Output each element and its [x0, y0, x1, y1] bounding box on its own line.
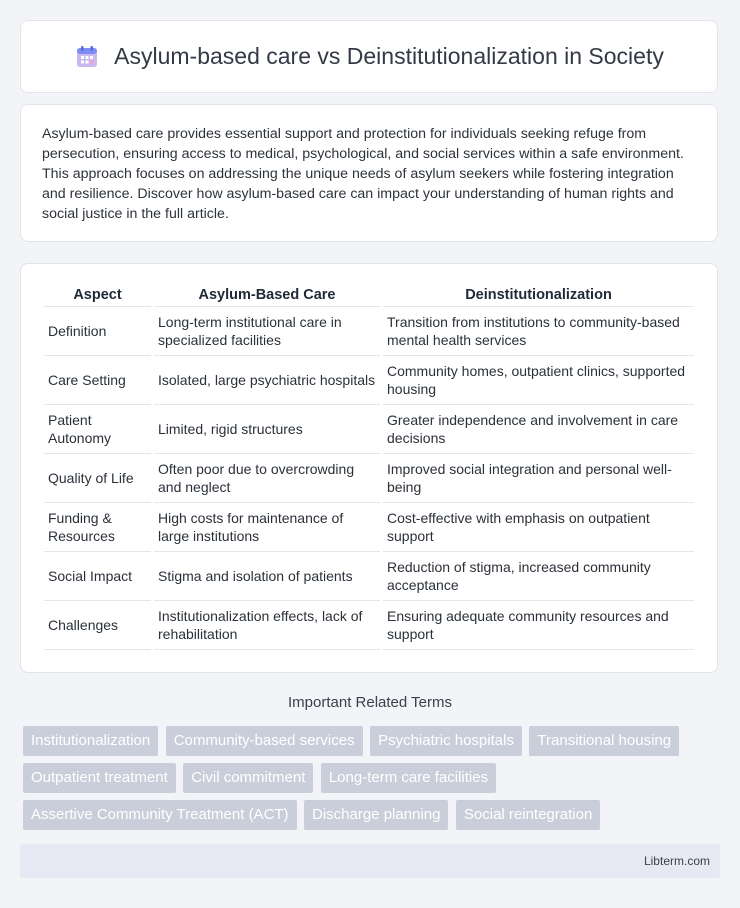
table-row — [44, 601, 694, 650]
row-asylum: Stigma and isolation of patients — [154, 552, 380, 601]
tag-community-based-services[interactable]: Community-based services — [166, 726, 363, 756]
row-aspect: Care Setting — [44, 356, 151, 405]
row-deinst: Greater independence and involvement in care decisions — [383, 405, 694, 454]
row-aspect: Definition — [44, 307, 151, 356]
tag-civil-commitment[interactable]: Civil commitment — [183, 763, 313, 793]
footer — [20, 844, 720, 878]
header-aspect: Aspect — [44, 282, 151, 307]
tag-outpatient-treatment[interactable]: Outpatient treatment — [23, 763, 176, 793]
table-row — [44, 405, 694, 454]
row-aspect: Quality of Life — [44, 454, 151, 503]
related-terms-heading: Important Related Terms — [288, 694, 452, 711]
intro-card — [20, 104, 718, 242]
row-deinst: Ensuring adequate community resources and support — [383, 601, 694, 650]
row-asylum: Often poor due to overcrowding and neglect — [154, 454, 380, 503]
tag-institutionalization[interactable]: Institutionalization — [23, 726, 158, 756]
header-card — [20, 20, 718, 93]
row-deinst: Cost-effective with emphasis on outpatient support — [383, 503, 694, 552]
tag-long-term-care-facilities[interactable]: Long-term care facilities — [321, 763, 496, 793]
row-deinst: Community homes, outpatient clinics, supported housing — [383, 356, 694, 405]
table-row — [44, 503, 694, 552]
row-asylum: Isolated, large psychiatric hospitals — [154, 356, 380, 405]
row-deinst: Transition from institutions to community-based mental health services — [383, 307, 694, 356]
intro-text: Asylum-based care provides essential support and protection for individuals seeking refuge from persecution, ensuring access to medical, psychological, and social services within a safe environment. This approach focuses on addressing the unique needs of asylum seekers while fostering integration and resilience. Discover how asylum-based care can impact your understanding of human rights and social justice in the full article. — [42, 126, 684, 222]
tag-transitional-housing[interactable]: Transitional housing — [529, 726, 679, 756]
tag-discharge-planning[interactable]: Discharge planning — [304, 800, 448, 830]
table-header-row — [44, 282, 694, 307]
header-asylum-based-care: Asylum-Based Care — [154, 282, 380, 307]
row-aspect: Challenges — [44, 601, 151, 650]
tag-assertive-community-treatment[interactable]: Assertive Community Treatment (ACT) — [23, 800, 297, 830]
table-row — [44, 307, 694, 356]
calendar-icon — [74, 44, 100, 70]
tag-psychiatric-hospitals[interactable]: Psychiatric hospitals — [370, 726, 522, 756]
row-deinst: Improved social integration and personal well-being — [383, 454, 694, 503]
comparison-table-card — [20, 263, 718, 673]
row-asylum: High costs for maintenance of large institutions — [154, 503, 380, 552]
row-aspect: Social Impact — [44, 552, 151, 601]
table-row — [44, 454, 694, 503]
comparison-table — [41, 282, 697, 650]
tag-social-reintegration[interactable]: Social reintegration — [456, 800, 600, 830]
row-asylum: Institutionalization effects, lack of rehabilitation — [154, 601, 380, 650]
page-title: Asylum-based care vs Deinstitutionalization in Society — [114, 43, 664, 69]
footer-site-link[interactable]: Libterm.com — [643, 854, 710, 868]
table-row — [44, 552, 694, 601]
table-row — [44, 356, 694, 405]
row-asylum: Long-term institutional care in specialized facilities — [154, 307, 380, 356]
row-deinst: Reduction of stigma, increased community acceptance — [383, 552, 694, 601]
row-asylum: Limited, rigid structures — [154, 405, 380, 454]
row-aspect: Funding & Resources — [44, 503, 151, 552]
header-deinstitutionalization: Deinstitutionalization — [383, 282, 694, 307]
row-aspect: Patient Autonomy — [44, 405, 151, 454]
related-terms-list — [23, 726, 723, 837]
